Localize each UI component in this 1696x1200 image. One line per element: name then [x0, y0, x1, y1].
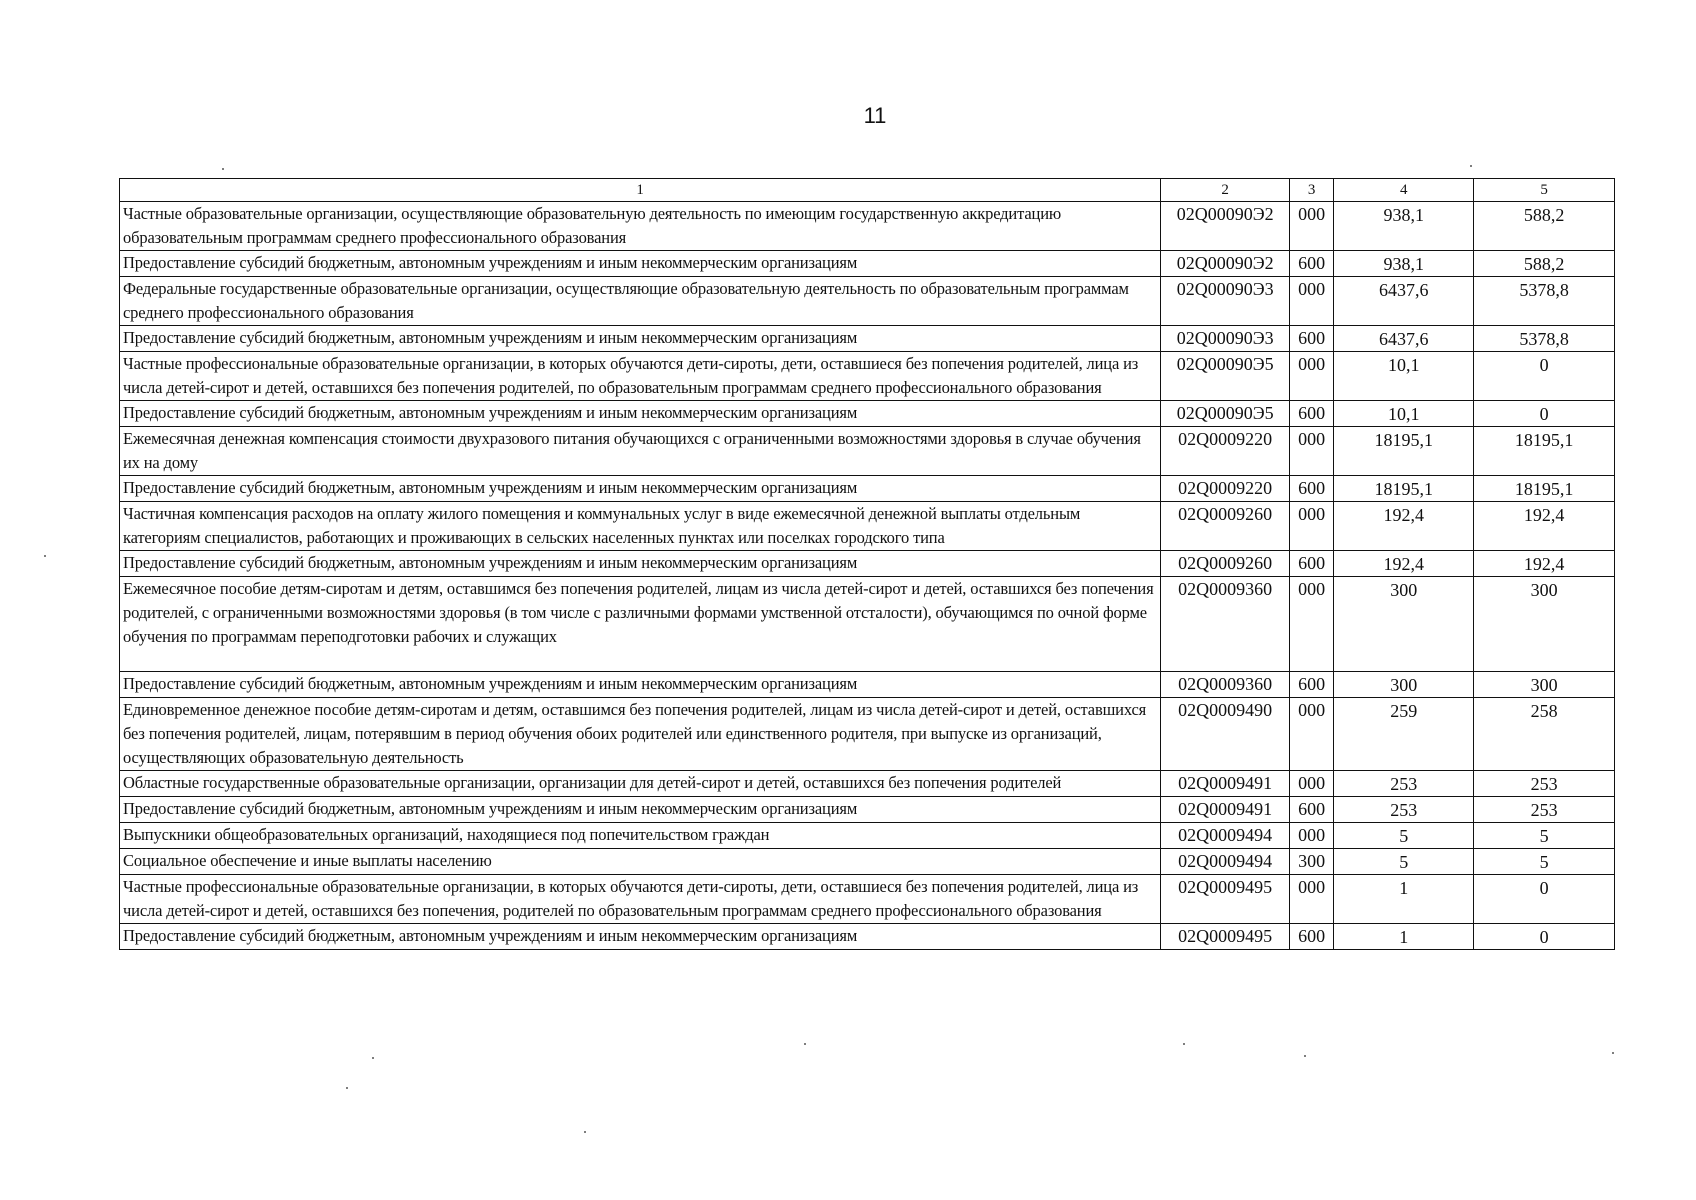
table-row	[120, 277, 1615, 326]
row-value-fact-cell: 192,4	[1474, 502, 1615, 551]
row-code-cell: 02Q00090Э2	[1161, 251, 1290, 277]
row-name-cell: Областные государственные образовательные организации, организации для детей-сирот и детей, оставшихся без попечения родителей	[120, 771, 1161, 797]
row-value-plan-cell: 1	[1334, 924, 1474, 950]
row-value-plan-cell: 5	[1334, 823, 1474, 849]
row-expense-type-cell: 000	[1290, 875, 1334, 924]
row-code-cell: 02Q00090Э5	[1161, 401, 1290, 427]
header-col-2: 2	[1161, 179, 1290, 202]
row-value-plan-cell: 6437,6	[1334, 277, 1474, 326]
table-row	[120, 797, 1615, 823]
row-value-plan-cell: 18195,1	[1334, 476, 1474, 502]
row-name-cell: Предоставление субсидий бюджетным, автономным учреждениям и иным некоммерческим организациям	[120, 251, 1161, 277]
row-value-plan-cell: 10,1	[1334, 352, 1474, 401]
row-code-cell: 02Q00090Э5	[1161, 352, 1290, 401]
table-row	[120, 476, 1615, 502]
table-row	[120, 251, 1615, 277]
row-expense-type-cell: 300	[1290, 849, 1334, 875]
row-name-cell: Ежемесячная денежная компенсация стоимости двухразового питания обучающихся с ограниченными возможностями здоровья в случае обучения их на дому	[120, 427, 1161, 476]
row-value-fact-cell: 5	[1474, 849, 1615, 875]
table-body	[120, 202, 1615, 950]
table-row	[120, 672, 1615, 698]
table-row	[120, 849, 1615, 875]
row-name-cell: Предоставление субсидий бюджетным, автономным учреждениям и иным некоммерческим организациям	[120, 924, 1161, 950]
row-value-fact-cell: 300	[1474, 672, 1615, 698]
row-name-cell: Предоставление субсидий бюджетным, автономным учреждениям и иным некоммерческим организациям	[120, 476, 1161, 502]
row-value-plan-cell: 300	[1334, 672, 1474, 698]
row-expense-type-cell: 600	[1290, 672, 1334, 698]
row-value-fact-cell: 5	[1474, 823, 1615, 849]
table-row	[120, 875, 1615, 924]
row-code-cell: 02Q0009494	[1161, 849, 1290, 875]
row-expense-type-cell: 600	[1290, 251, 1334, 277]
scan-speck	[346, 1087, 348, 1089]
row-code-cell: 02Q0009220	[1161, 427, 1290, 476]
row-expense-type-cell: 600	[1290, 924, 1334, 950]
table-row	[120, 326, 1615, 352]
table-row	[120, 823, 1615, 849]
row-value-plan-cell: 253	[1334, 797, 1474, 823]
table-row	[120, 352, 1615, 401]
table-row	[120, 924, 1615, 950]
row-value-fact-cell: 192,4	[1474, 551, 1615, 577]
row-expense-type-cell: 600	[1290, 326, 1334, 352]
row-value-fact-cell: 18195,1	[1474, 476, 1615, 502]
row-code-cell: 02Q0009220	[1161, 476, 1290, 502]
row-code-cell: 02Q00090Э3	[1161, 277, 1290, 326]
header-col-4: 4	[1334, 179, 1474, 202]
row-expense-type-cell: 000	[1290, 202, 1334, 251]
row-expense-type-cell: 000	[1290, 771, 1334, 797]
row-expense-type-cell: 000	[1290, 352, 1334, 401]
row-name-cell: Ежемесячное пособие детям-сиротам и детям, оставшимся без попечения родителей, лицам из числа детей-сирот и детей, оставшихся без попечения родителей, с ограниченными возможностями здоровья (в том числе с различными формами умственной отсталости), обучающимся по очной форме обучения по программам переподготовки рабочих и служащих	[120, 577, 1161, 672]
row-value-plan-cell: 18195,1	[1334, 427, 1474, 476]
row-value-fact-cell: 253	[1474, 797, 1615, 823]
row-name-cell: Частные образовательные организации, осуществляющие образовательную деятельность по имеющим государственную аккредитацию образовательным программам среднего профессионального образования	[120, 202, 1161, 251]
row-value-plan-cell: 259	[1334, 698, 1474, 771]
row-expense-type-cell: 000	[1290, 577, 1334, 672]
row-value-plan-cell: 192,4	[1334, 551, 1474, 577]
row-value-plan-cell: 10,1	[1334, 401, 1474, 427]
row-value-plan-cell: 192,4	[1334, 502, 1474, 551]
row-code-cell: 02Q0009360	[1161, 577, 1290, 672]
row-value-plan-cell: 253	[1334, 771, 1474, 797]
scan-speck	[372, 1057, 374, 1059]
row-code-cell: 02Q00090Э2	[1161, 202, 1290, 251]
header-col-1: 1	[120, 179, 1161, 202]
scan-speck	[1304, 1055, 1306, 1057]
row-expense-type-cell: 600	[1290, 401, 1334, 427]
row-value-plan-cell: 5	[1334, 849, 1474, 875]
row-name-cell: Единовременное денежное пособие детям-сиротам и детям, оставшимся без попечения родителей, лицам из числа детей-сирот и детей, оставшихся без попечения родителей, лицам, потерявшим в период обучения обоих родителей или единственного родителя, при выпуске из организаций, осуществляющих образовательную деятельность	[120, 698, 1161, 771]
table-row	[120, 502, 1615, 551]
row-name-cell: Федеральные государственные образовательные организации, осуществляющие образовательную деятельность по образовательным программам среднего профессионального образования	[120, 277, 1161, 326]
scan-speck	[222, 168, 224, 170]
row-value-fact-cell: 5378,8	[1474, 277, 1615, 326]
table-row	[120, 202, 1615, 251]
row-expense-type-cell: 600	[1290, 797, 1334, 823]
row-name-cell: Частные профессиональные образовательные организации, в которых обучаются дети-сироты, дети, оставшиеся без попечения родителей, лица из числа детей-сирот и детей, оставшихся без попечения родителей, по образовательным программам среднего профессионального образования	[120, 352, 1161, 401]
row-name-cell: Предоставление субсидий бюджетным, автономным учреждениям и иным некоммерческим организациям	[120, 326, 1161, 352]
row-value-fact-cell: 258	[1474, 698, 1615, 771]
table-row	[120, 577, 1615, 672]
row-value-fact-cell: 0	[1474, 875, 1615, 924]
row-code-cell: 02Q0009494	[1161, 823, 1290, 849]
row-name-cell: Предоставление субсидий бюджетным, автономным учреждениям и иным некоммерческим организациям	[120, 797, 1161, 823]
row-code-cell: 02Q0009360	[1161, 672, 1290, 698]
row-value-fact-cell: 0	[1474, 401, 1615, 427]
page-number: 11	[863, 103, 887, 128]
row-value-plan-cell: 300	[1334, 577, 1474, 672]
row-name-cell: Предоставление субсидий бюджетным, автономным учреждениям и иным некоммерческим организациям	[120, 672, 1161, 698]
row-code-cell: 02Q0009260	[1161, 551, 1290, 577]
row-name-cell: Частные профессиональные образовательные организации, в которых обучаются дети-сироты, дети, оставшиеся без попечения родителей, лица из числа детей-сирот и детей, оставшихся без попечения, родителей по образовательным программам среднего профессионального образования	[120, 875, 1161, 924]
row-value-fact-cell: 300	[1474, 577, 1615, 672]
row-value-plan-cell: 6437,6	[1334, 326, 1474, 352]
row-value-fact-cell: 0	[1474, 924, 1615, 950]
row-name-cell: Предоставление субсидий бюджетным, автономным учреждениям и иным некоммерческим организациям	[120, 401, 1161, 427]
row-code-cell: 02Q0009495	[1161, 924, 1290, 950]
row-code-cell: 02Q0009495	[1161, 875, 1290, 924]
row-name-cell: Выпускники общеобразовательных организаций, находящиеся под попечительством граждан	[120, 823, 1161, 849]
row-value-plan-cell: 1	[1334, 875, 1474, 924]
scan-speck	[1183, 1043, 1185, 1045]
row-code-cell: 02Q00090Э3	[1161, 326, 1290, 352]
row-name-cell: Предоставление субсидий бюджетным, автономным учреждениям и иным некоммерческим организациям	[120, 551, 1161, 577]
header-col-5: 5	[1474, 179, 1615, 202]
table-row	[120, 401, 1615, 427]
row-value-plan-cell: 938,1	[1334, 251, 1474, 277]
scan-speck	[804, 1043, 806, 1045]
row-value-fact-cell: 588,2	[1474, 251, 1615, 277]
row-code-cell: 02Q0009490	[1161, 698, 1290, 771]
row-code-cell: 02Q0009491	[1161, 771, 1290, 797]
table-row	[120, 551, 1615, 577]
row-code-cell: 02Q0009491	[1161, 797, 1290, 823]
row-expense-type-cell: 000	[1290, 427, 1334, 476]
scan-speck	[1612, 1052, 1614, 1054]
row-expense-type-cell: 000	[1290, 823, 1334, 849]
row-value-fact-cell: 0	[1474, 352, 1615, 401]
row-expense-type-cell: 000	[1290, 698, 1334, 771]
row-value-fact-cell: 18195,1	[1474, 427, 1615, 476]
table-row	[120, 698, 1615, 771]
row-value-plan-cell: 938,1	[1334, 202, 1474, 251]
table-row	[120, 771, 1615, 797]
header-col-3: 3	[1290, 179, 1334, 202]
budget-table	[119, 178, 1615, 950]
row-value-fact-cell: 588,2	[1474, 202, 1615, 251]
row-code-cell: 02Q0009260	[1161, 502, 1290, 551]
row-name-cell: Частичная компенсация расходов на оплату жилого помещения и коммунальных услуг в виде ежемесячной денежной выплаты отдельным категориям специалистов, работающих и проживающих в сельских населенных пунктах или поселках городского типа	[120, 502, 1161, 551]
row-name-cell: Социальное обеспечение и иные выплаты населению	[120, 849, 1161, 875]
table-row	[120, 427, 1615, 476]
header-row	[120, 179, 1615, 202]
row-expense-type-cell: 600	[1290, 476, 1334, 502]
row-expense-type-cell: 000	[1290, 277, 1334, 326]
scan-speck	[584, 1131, 586, 1133]
row-expense-type-cell: 600	[1290, 551, 1334, 577]
scan-speck	[44, 555, 46, 557]
row-value-fact-cell: 253	[1474, 771, 1615, 797]
row-expense-type-cell: 000	[1290, 502, 1334, 551]
scan-speck	[1470, 165, 1472, 167]
row-value-fact-cell: 5378,8	[1474, 326, 1615, 352]
